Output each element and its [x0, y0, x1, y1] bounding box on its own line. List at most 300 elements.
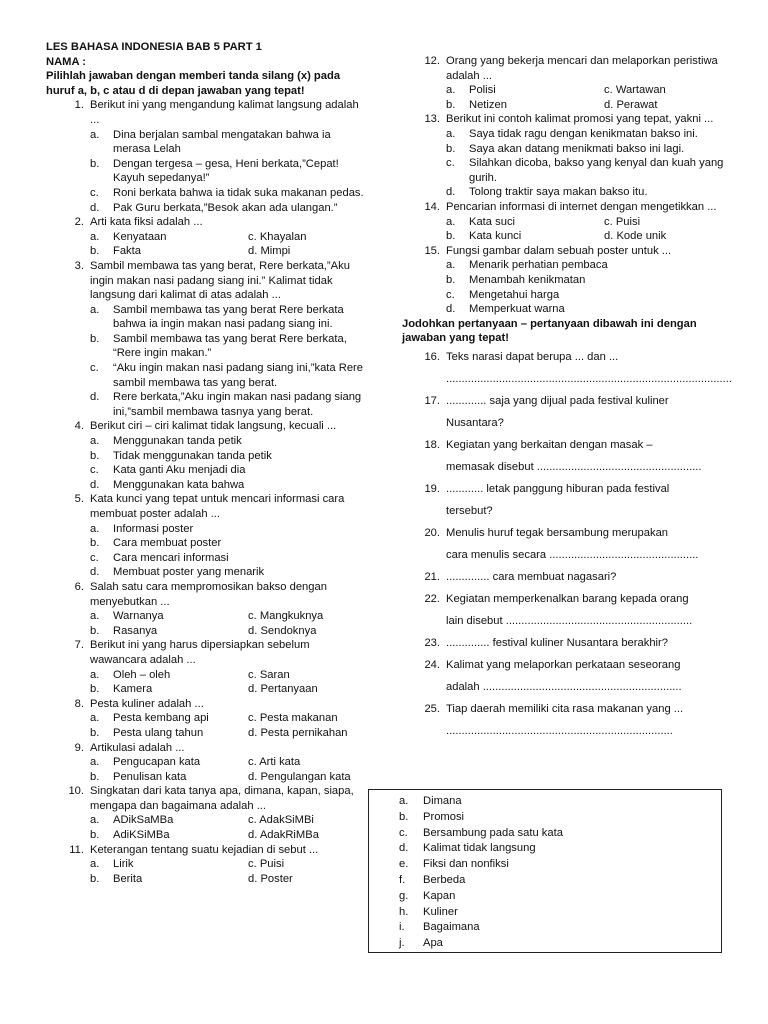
choice-letter: f. — [399, 873, 406, 886]
option-row — [446, 98, 728, 113]
answer-option — [90, 536, 366, 551]
answer-option — [248, 857, 284, 872]
answer-option — [248, 726, 348, 741]
option-letter: a. — [446, 127, 456, 140]
option-letter: a. — [446, 259, 456, 272]
option-text: Membuat poster yang menarik — [113, 566, 265, 579]
choice-text: Promosi — [423, 810, 465, 823]
answer-option — [90, 828, 248, 843]
option-text: Saran — [259, 668, 290, 681]
answer-option — [446, 302, 728, 317]
answer-choice — [399, 794, 721, 810]
question-stem: Orang yang bekerja mencari dan melaporkan peristiwa adalah ... — [446, 55, 718, 82]
option-letter: d. — [248, 872, 258, 885]
option-text: Silahkan dicoba, bakso yang kenyal dan kuah yang gurih. — [469, 157, 724, 184]
answer-option — [90, 230, 248, 245]
question-text — [402, 244, 728, 259]
option-row — [90, 230, 366, 245]
answer-option — [90, 361, 366, 390]
answer-options — [402, 215, 728, 244]
option-letter: b. — [90, 157, 100, 170]
question-line: Menulis huruf tegak bersambung merupakan — [446, 526, 669, 539]
option-row — [446, 215, 728, 230]
option-text: Mangkuknya — [259, 610, 324, 623]
option-letter: c. — [248, 610, 257, 623]
match-instruction: Jodohkan pertanyaan – pertanyaan dibawah ini dengan jawaban yang tepat! — [402, 317, 697, 345]
choice-letter: j. — [399, 937, 405, 950]
answer-options — [46, 230, 366, 259]
answer-option — [90, 711, 248, 726]
answer-option — [248, 872, 293, 887]
option-text: Polisi — [469, 84, 496, 97]
option-letter: b. — [90, 770, 100, 783]
question-line: tersebut? — [446, 504, 493, 517]
answer-choice — [399, 873, 721, 889]
question-stem: Singkatan dari kata tanya apa, dimana, kapan, siapa, mengapa dan bagaimana adalah ... — [90, 785, 354, 812]
option-text: Memperkuat warna — [469, 303, 565, 316]
answer-option — [90, 813, 248, 828]
option-text: Penulisan kata — [113, 770, 187, 783]
answer-option — [90, 157, 366, 186]
question-item — [46, 215, 366, 259]
answer-option — [248, 828, 319, 843]
choice-text: Fiksi dan nonfiksi — [423, 858, 509, 871]
answer-option — [90, 624, 248, 639]
option-text: Berita — [113, 872, 143, 885]
question-item — [402, 54, 728, 112]
option-letter: d. — [446, 186, 456, 199]
question-line: Kalimat yang melaporkan perkataan seseorang — [446, 658, 681, 671]
option-row — [446, 83, 728, 98]
option-row — [90, 857, 366, 872]
question-text — [46, 741, 366, 756]
option-letter: a. — [90, 814, 100, 827]
option-text: Sambil membawa tas yang berat Rere berkata bahwa ia ingin makan nasi padang siang ini. — [113, 303, 344, 331]
option-text: Roni berkata bahwa ia tidak suka makanan pedas. — [113, 186, 364, 199]
option-text: Puisi — [259, 858, 285, 871]
answer-option — [446, 229, 604, 244]
answer-option — [90, 390, 366, 419]
answer-options — [46, 522, 366, 580]
question-number: 16. — [424, 350, 440, 363]
option-letter: a. — [90, 435, 100, 448]
answer-option — [446, 273, 728, 288]
option-text: Kata ganti Aku menjadi dia — [113, 464, 246, 477]
option-text: Kode unik — [616, 230, 667, 243]
option-letter: d. — [90, 566, 100, 579]
question-item — [46, 784, 366, 842]
question-number: 14. — [424, 200, 440, 213]
option-letter: a. — [90, 858, 100, 871]
answer-option — [446, 258, 728, 273]
option-row — [90, 682, 366, 697]
option-text: Pengulangan kata — [260, 770, 351, 783]
option-text: AdakSiMBi — [259, 814, 314, 827]
option-letter: c. — [248, 858, 257, 871]
option-letter: a. — [90, 230, 100, 243]
question-number: 24. — [424, 658, 440, 671]
question-number: 12. — [424, 55, 440, 67]
question-line: .............. festival kuliner Nusantara berakhir? — [446, 636, 668, 649]
answer-option — [446, 215, 604, 230]
answer-option — [446, 98, 604, 113]
option-letter: b. — [90, 332, 100, 345]
question-item — [46, 419, 366, 492]
question-number: 3. — [74, 259, 84, 272]
question-stem: Salah satu cara mempromosikan bakso dengan menyebutkan ... — [90, 580, 327, 608]
question-number: 20. — [424, 526, 440, 539]
option-letter: d. — [446, 303, 456, 316]
option-letter: a. — [90, 712, 100, 725]
option-letter: d. — [248, 683, 258, 696]
answer-option — [90, 668, 248, 683]
question-item — [46, 259, 366, 420]
answer-options — [46, 434, 366, 492]
question-line: ............. saja yang dijual pada festival kuliner — [446, 394, 669, 407]
question-line: Nusantara? — [446, 416, 504, 429]
choice-text: Kuliner — [423, 905, 458, 918]
fill-question — [402, 390, 728, 434]
option-text: Pesta kembang api — [113, 712, 209, 725]
question-line: Kegiatan memperkenalkan barang kepada orang — [446, 592, 689, 605]
question-text — [402, 112, 728, 127]
option-text: Pengucapan kata — [113, 756, 201, 769]
choice-text: Kapan — [423, 889, 456, 902]
option-letter: a. — [90, 522, 100, 535]
option-text: AdiKSiMBa — [113, 829, 170, 842]
option-text: Saya tidak ragu dengan kenikmatan bakso ini. — [469, 127, 698, 140]
question-item — [46, 741, 366, 785]
option-letter: b. — [90, 829, 100, 842]
answer-option — [248, 711, 338, 726]
option-letter: b. — [90, 726, 100, 739]
question-stem: Berikut ciri – ciri kalimat tidak langsung, kecuali ... — [90, 420, 337, 433]
choice-letter: e. — [399, 858, 409, 871]
choice-text: Apa — [423, 937, 443, 950]
option-text: Informasi poster — [113, 522, 194, 535]
option-row — [90, 609, 366, 624]
option-letter: d. — [604, 230, 614, 243]
question-text — [46, 843, 366, 858]
option-letter: d. — [248, 624, 258, 637]
option-row — [90, 711, 366, 726]
answer-option — [446, 156, 728, 185]
option-letter: c. — [248, 668, 257, 681]
answer-option — [446, 83, 604, 98]
choice-letter: a. — [399, 795, 409, 807]
answer-option — [446, 127, 728, 142]
choice-text: Bagaimana — [423, 921, 480, 934]
answer-option — [90, 551, 366, 566]
option-letter: b. — [90, 624, 100, 637]
answer-options — [46, 303, 366, 420]
question-stem: Keterangan tentang suatu kejadian di sebut ... — [90, 843, 319, 856]
option-text: Oleh – oleh — [113, 668, 171, 681]
question-stem: Arti kata fiksi adalah ... — [90, 216, 203, 229]
question-text — [46, 98, 366, 127]
option-letter: a. — [90, 303, 100, 316]
worksheet-title: LES BAHASA INDONESIA BAB 5 PART 1 — [46, 41, 262, 53]
answer-option — [248, 244, 290, 259]
option-letter: b. — [90, 537, 100, 550]
option-text: Rasanya — [113, 624, 158, 637]
question-item — [46, 638, 366, 696]
option-letter: a. — [90, 668, 100, 681]
question-line: ......................................................................... — [446, 724, 673, 737]
question-text — [46, 259, 366, 303]
choice-letter: b. — [399, 810, 409, 823]
answer-options — [46, 609, 366, 638]
question-line: cara menulis secara ................................................ — [446, 548, 699, 561]
question-number: 25. — [424, 702, 440, 715]
question-number: 22. — [424, 592, 440, 605]
question-number: 11. — [69, 843, 84, 856]
fill-question — [402, 588, 728, 632]
option-letter: d. — [248, 770, 258, 783]
option-text: Rere berkata,”Aku ingin makan nasi padang siang ini,”sambil membawa tasnya yang berat. — [113, 391, 362, 418]
option-letter: d. — [604, 98, 614, 111]
question-number: 4. — [74, 420, 84, 433]
question-text — [46, 784, 366, 813]
question-number: 15. — [424, 244, 440, 257]
answer-option — [90, 449, 366, 464]
option-letter: c. — [90, 464, 99, 477]
answer-option — [90, 609, 248, 624]
option-letter: d. — [248, 245, 258, 258]
option-text: Cara mencari informasi — [113, 551, 229, 564]
question-stem: Artikulasi adalah ... — [90, 741, 185, 754]
question-stem: Pencarian informasi di internet dengan mengetikkan ... — [446, 200, 717, 213]
choice-letter: c. — [399, 826, 408, 839]
answer-option — [248, 230, 306, 245]
question-number: 2. — [74, 216, 84, 229]
option-text: Arti kata — [259, 756, 301, 769]
question-stem: Sambil membawa tas yang berat, Rere berkata,”Aku ingin makan nasi padang siang ini.” Kalimat tidak langsung dari kalimat di atas adalah ... — [90, 259, 350, 302]
answer-options — [46, 668, 366, 697]
option-letter: d. — [248, 726, 258, 739]
answer-option — [248, 668, 290, 683]
option-letter: b. — [90, 245, 100, 258]
answer-options — [402, 83, 728, 112]
question-number: 19. — [424, 482, 440, 495]
option-text: Menambah kenikmatan — [469, 273, 586, 286]
answer-options — [46, 813, 366, 842]
choice-text: Bersambung pada satu kata — [423, 826, 563, 839]
answer-options — [46, 711, 366, 740]
option-letter: d. — [90, 201, 100, 214]
answer-option — [248, 755, 300, 770]
option-text: Wartawan — [615, 84, 666, 97]
choice-letter: d. — [399, 842, 409, 855]
answer-option — [90, 755, 248, 770]
option-letter: b. — [446, 273, 456, 286]
answer-option — [90, 565, 366, 580]
option-letter: a. — [90, 756, 100, 769]
answer-option — [446, 288, 728, 303]
question-text — [46, 580, 366, 609]
option-text: Poster — [260, 872, 293, 885]
option-text: Dengan tergesa – gesa, Heni berkata,”Cepat! Kayuh sepedanya!” — [113, 157, 339, 185]
choice-letter: h. — [399, 905, 409, 918]
option-letter: b. — [446, 230, 456, 243]
option-letter: b. — [90, 449, 100, 462]
question-text — [46, 697, 366, 712]
choice-text: Berbeda — [423, 873, 466, 886]
option-text: Cara membuat poster — [113, 537, 222, 550]
question-item — [46, 697, 366, 741]
option-text: Tidak menggunakan tanda petik — [113, 449, 272, 462]
option-text: Dina berjalan sambal mengatakan bahwa ia merasa Lelah — [113, 128, 331, 156]
answer-choice — [399, 905, 721, 921]
question-number: 9. — [74, 741, 84, 754]
answer-choices-box — [368, 789, 722, 953]
question-number: 18. — [424, 438, 440, 451]
question-line: .............. cara membuat nagasari? — [446, 570, 617, 583]
question-number: 8. — [74, 697, 84, 710]
question-text — [402, 200, 728, 215]
option-letter: c. — [90, 186, 99, 199]
option-row — [90, 755, 366, 770]
option-text: Menggunakan tanda petik — [113, 435, 242, 448]
question-line: lain disebut ............................................................ — [446, 614, 693, 627]
fill-question — [402, 566, 728, 588]
answer-choice — [399, 936, 721, 952]
option-row — [90, 828, 366, 843]
questions-left — [46, 98, 366, 886]
answer-option — [446, 142, 728, 157]
option-text: Tolong traktir saya makan bakso itu. — [469, 186, 648, 199]
question-number: 7. — [74, 639, 84, 652]
answer-option — [90, 186, 366, 201]
answer-choice — [399, 826, 721, 842]
option-letter: c. — [446, 288, 455, 301]
question-stem: Berikut ini yang mengandung kalimat langsung adalah ... — [90, 99, 359, 126]
option-text: Sambil membawa tas yang berat Rere berkata, “Rere ingin makan.” — [113, 332, 347, 360]
option-letter: c. — [90, 362, 99, 375]
fill-question — [402, 434, 728, 478]
question-number: 13. — [424, 113, 440, 126]
answer-options — [46, 755, 366, 784]
option-letter: b. — [90, 683, 100, 696]
answer-option — [90, 857, 248, 872]
option-text: Kamera — [113, 683, 153, 696]
option-row — [90, 244, 366, 259]
option-letter: a. — [90, 128, 100, 141]
option-letter: c. — [248, 756, 257, 769]
question-line: adalah ................................................................ — [446, 680, 682, 693]
option-letter: c. — [90, 551, 99, 564]
option-row — [90, 770, 366, 785]
option-text: Pak Guru berkata,”Besok akan ada ulangan.” — [113, 201, 338, 214]
answer-option — [90, 682, 248, 697]
option-letter: d. — [90, 391, 100, 404]
question-item — [402, 200, 728, 244]
question-item — [46, 492, 366, 580]
question-text — [46, 492, 366, 521]
question-text — [402, 54, 728, 83]
question-line: memasak disebut ..................................................... — [446, 460, 702, 473]
answer-option — [248, 682, 318, 697]
answer-option — [90, 201, 366, 216]
option-text: Puisi — [615, 215, 641, 228]
question-line: Tiap daerah memiliki cita rasa makanan yang ... — [446, 702, 684, 715]
question-item — [46, 843, 366, 887]
question-stem: Berikut ini contoh kalimat promosi yang tepat, yakni ... — [446, 113, 714, 126]
answer-option — [90, 770, 248, 785]
question-number: 1. — [74, 99, 84, 112]
option-text: Mimpi — [260, 245, 291, 258]
option-row — [90, 726, 366, 741]
choice-letter: i. — [399, 921, 405, 934]
answer-option — [248, 624, 316, 639]
answer-option — [90, 463, 366, 478]
option-letter: b. — [446, 98, 456, 111]
answer-option — [604, 229, 666, 244]
fill-question — [402, 522, 728, 566]
question-line: ............................................................................................ — [446, 372, 732, 385]
option-text: “Aku ingin makan nasi padang siang ini,”kata Rere sambil membawa tas yang berat. — [113, 362, 363, 389]
answer-option — [90, 434, 366, 449]
option-text: Pesta ulang tahun — [113, 726, 204, 739]
fill-question — [402, 632, 728, 654]
option-letter: c. — [248, 814, 257, 827]
option-text: Menggunakan kata bahwa — [113, 478, 245, 491]
left-column — [46, 40, 366, 886]
option-letter: a. — [446, 215, 456, 228]
question-stem: Pesta kuliner adalah ... — [90, 697, 204, 710]
option-text: Perawat — [616, 98, 658, 111]
option-text: Netizen — [469, 98, 507, 111]
option-text: Khayalan — [259, 230, 307, 243]
option-text: Mengetahui harga — [469, 288, 560, 301]
option-text: Warnanya — [113, 610, 164, 623]
answer-option — [90, 332, 366, 361]
question-line: Kegiatan yang berkaitan dengan masak – — [446, 438, 653, 451]
question-number: 21. — [424, 570, 440, 583]
option-text: Pesta makanan — [259, 712, 338, 725]
fill-in-questions — [402, 346, 732, 742]
answer-choice — [399, 889, 721, 905]
option-letter: c. — [248, 712, 257, 725]
choice-letter: g. — [399, 889, 409, 902]
name-label: NAMA : — [46, 55, 86, 68]
answer-option — [248, 813, 314, 828]
question-text — [46, 638, 366, 667]
question-number: 23. — [424, 636, 440, 649]
answer-option — [604, 98, 658, 113]
answer-options — [402, 258, 728, 316]
option-row — [90, 872, 366, 887]
option-text: Kata kunci — [469, 230, 522, 243]
option-letter: b. — [446, 142, 456, 155]
question-number: 10. — [68, 785, 84, 798]
answer-options — [402, 127, 728, 200]
question-item — [46, 580, 366, 638]
questions-right — [402, 54, 728, 317]
right-column — [402, 54, 732, 742]
question-item — [402, 112, 728, 200]
question-text — [46, 419, 366, 434]
answer-option — [90, 244, 248, 259]
answer-option — [248, 609, 323, 624]
answer-option — [90, 726, 248, 741]
option-letter: d. — [248, 829, 258, 842]
answer-choice — [399, 841, 721, 857]
answer-option — [90, 872, 248, 887]
answer-options — [46, 857, 366, 886]
question-stem: Berikut ini yang harus dipersiapkan sebelum wawancara adalah ... — [90, 639, 310, 666]
question-line: Teks narasi dapat berupa ... dan ... — [446, 350, 619, 363]
